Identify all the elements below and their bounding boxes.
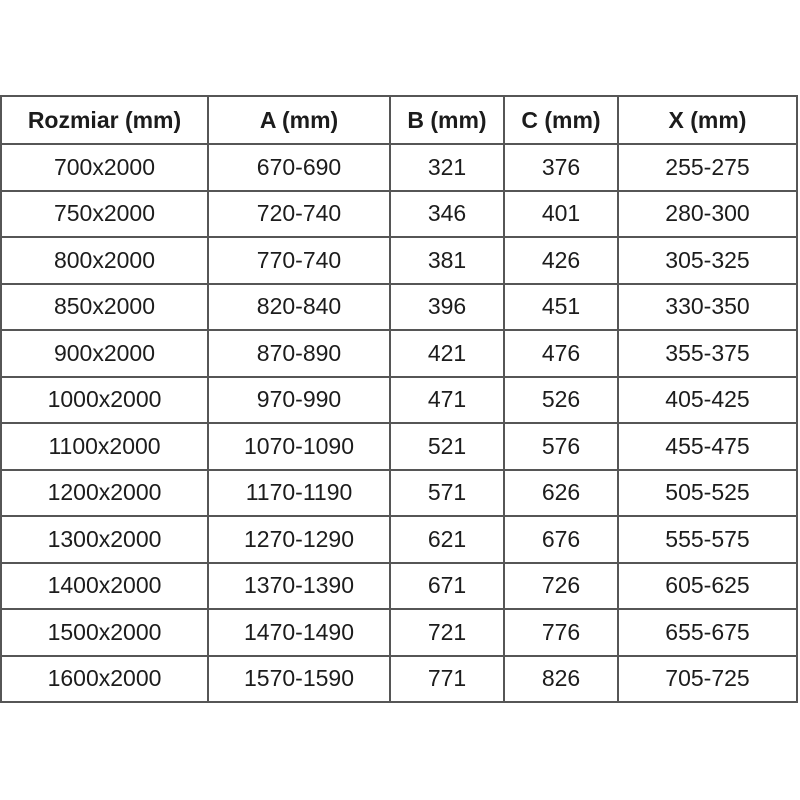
table-cell: 405-425 (618, 377, 797, 424)
table-cell: 670-690 (208, 144, 390, 191)
table-cell: 255-275 (618, 144, 797, 191)
table-cell: 626 (504, 470, 618, 517)
table-cell: 655-675 (618, 609, 797, 656)
table-cell: 330-350 (618, 284, 797, 331)
table-cell: 1200x2000 (1, 470, 208, 517)
table-row (1, 284, 797, 331)
column-header-a: A (mm) (208, 96, 390, 144)
table-cell: 476 (504, 330, 618, 377)
table-cell: 726 (504, 563, 618, 610)
table-cell: 521 (390, 423, 504, 470)
table-cell: 1270-1290 (208, 516, 390, 563)
table-cell: 721 (390, 609, 504, 656)
header-row (1, 96, 797, 144)
column-header-b: B (mm) (390, 96, 504, 144)
table-cell: 401 (504, 191, 618, 238)
table-cell: 750x2000 (1, 191, 208, 238)
table-cell: 1300x2000 (1, 516, 208, 563)
table-cell: 1000x2000 (1, 377, 208, 424)
table-cell: 396 (390, 284, 504, 331)
table-cell: 576 (504, 423, 618, 470)
table-cell: 770-740 (208, 237, 390, 284)
table-cell: 870-890 (208, 330, 390, 377)
table-cell: 826 (504, 656, 618, 703)
table-cell: 1500x2000 (1, 609, 208, 656)
table-cell: 1400x2000 (1, 563, 208, 610)
table-row (1, 656, 797, 703)
table-cell: 451 (504, 284, 618, 331)
table-cell: 1370-1390 (208, 563, 390, 610)
table-row (1, 609, 797, 656)
table-cell: 605-625 (618, 563, 797, 610)
table-cell: 776 (504, 609, 618, 656)
size-table-head (1, 96, 797, 144)
table-row (1, 144, 797, 191)
table-cell: 671 (390, 563, 504, 610)
table-row (1, 470, 797, 517)
table-cell: 355-375 (618, 330, 797, 377)
table-cell: 381 (390, 237, 504, 284)
table-cell: 700x2000 (1, 144, 208, 191)
table-cell: 505-525 (618, 470, 797, 517)
table-cell: 280-300 (618, 191, 797, 238)
table-cell: 555-575 (618, 516, 797, 563)
table-row (1, 330, 797, 377)
table-row (1, 563, 797, 610)
table-cell: 346 (390, 191, 504, 238)
table-row (1, 237, 797, 284)
table-row (1, 377, 797, 424)
column-header-x: X (mm) (618, 96, 797, 144)
table-cell: 850x2000 (1, 284, 208, 331)
table-cell: 1470-1490 (208, 609, 390, 656)
size-table (0, 95, 798, 703)
table-cell: 1170-1190 (208, 470, 390, 517)
table-cell: 421 (390, 330, 504, 377)
column-header-c: C (mm) (504, 96, 618, 144)
table-cell: 720-740 (208, 191, 390, 238)
size-table-body (1, 144, 797, 702)
table-cell: 426 (504, 237, 618, 284)
table-cell: 676 (504, 516, 618, 563)
table-cell: 571 (390, 470, 504, 517)
table-cell: 376 (504, 144, 618, 191)
table-cell: 800x2000 (1, 237, 208, 284)
table-cell: 1100x2000 (1, 423, 208, 470)
table-cell: 970-990 (208, 377, 390, 424)
table-cell: 1600x2000 (1, 656, 208, 703)
table-cell: 820-840 (208, 284, 390, 331)
table-row (1, 191, 797, 238)
table-cell: 321 (390, 144, 504, 191)
table-cell: 305-325 (618, 237, 797, 284)
table-cell: 1570-1590 (208, 656, 390, 703)
table-cell: 705-725 (618, 656, 797, 703)
table-cell: 455-475 (618, 423, 797, 470)
table-row (1, 516, 797, 563)
table-row (1, 423, 797, 470)
table-cell: 471 (390, 377, 504, 424)
table-cell: 621 (390, 516, 504, 563)
table-cell: 526 (504, 377, 618, 424)
table-cell: 900x2000 (1, 330, 208, 377)
table-cell: 771 (390, 656, 504, 703)
table-cell: 1070-1090 (208, 423, 390, 470)
column-header-rozmiar: Rozmiar (mm) (1, 96, 208, 144)
